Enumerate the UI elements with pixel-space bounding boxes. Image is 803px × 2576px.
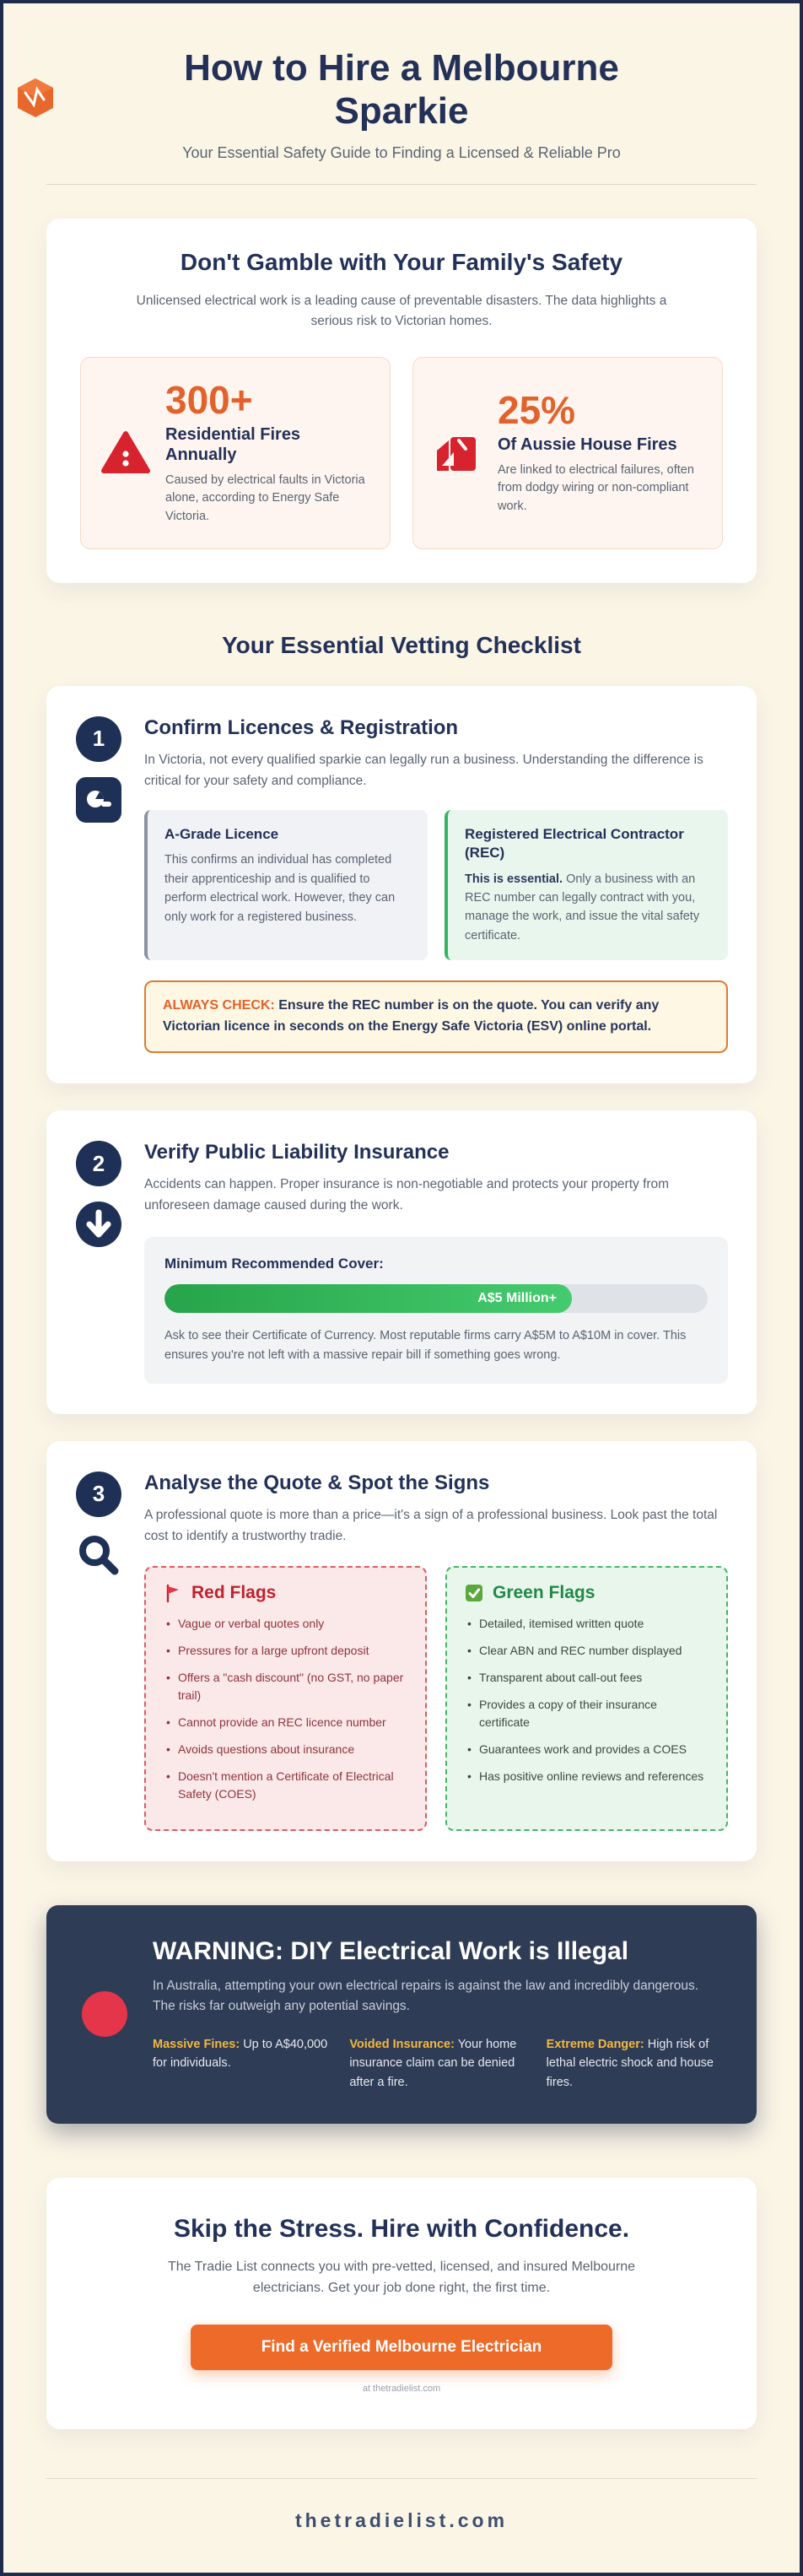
warning-points	[153, 2035, 721, 2092]
id-card-icon	[76, 777, 121, 823]
info-box-text: This is essential. Only a business with an REC number can legally contract with you, manage the work, and issue the vital safety certificate.	[465, 872, 700, 942]
stat-value: 25%	[498, 388, 576, 433]
info-box-title: Registered Electrical Contractor (REC)	[465, 826, 684, 861]
cover-note: Ask to see their Certificate of Currency. Most reputable firms carry A$5M to A$10M in cover. This ensures you're not left with a massive repair bill if something goes wrong.	[164, 1328, 687, 1362]
stat-description: Are linked to electrical failures, often from dodgy wiring or non-compliant work.	[498, 462, 694, 514]
warning-point-fines: Massive Fines: Up to A$40,000 for individuals.	[153, 2037, 328, 2071]
page-title: How to Hire a Melbourne Sparkie	[184, 47, 619, 132]
callout-label: ALWAYS CHECK:	[163, 998, 275, 1013]
diy-warning-section	[46, 1905, 757, 2124]
checklist-item-insurance	[46, 1110, 757, 1414]
checklist-item-description: In Victoria, not every qualified sparkie can legally run a business. Understanding the difference is critical for your safety and compliance.	[144, 752, 703, 788]
cover-box	[144, 1237, 728, 1384]
stat-card-residential-fires	[80, 357, 391, 549]
checklist-rail	[75, 1472, 122, 1831]
checklist-rail	[75, 716, 122, 1053]
cover-progress-fill	[164, 1284, 572, 1313]
warning-triangle-icon	[101, 429, 150, 478]
find-electrician-button[interactable]: Find a Verified Melbourne Electrician	[191, 2325, 612, 2370]
green-flags-heading: Green Flags	[464, 1583, 709, 1603]
danger-heading: Don't Gamble with Your Family's Safety	[180, 249, 623, 276]
green-flag-item: • Transparent about call-out fees	[464, 1669, 709, 1687]
footer-divider	[46, 2478, 757, 2479]
checklist-item-title: Verify Public Liability Insurance	[144, 1141, 450, 1164]
red-flag-item: • Avoids questions about insurance	[163, 1741, 408, 1758]
red-flag-item: • Doesn't mention a Certificate of Electrical Safety (COES)	[163, 1768, 408, 1803]
magnifier-icon	[76, 1532, 121, 1578]
checklist-item-description: A professional quote is more than a price—it's a sign of a professional business. Look past the total cost to identify a trustworthy tradie.	[144, 1507, 718, 1543]
warning-description: In Australia, attempting your own electrical repairs is against the law and incredibly dangerous. The risks far outweigh any potential savings.	[153, 1978, 699, 2013]
stat-value: 300+	[165, 378, 253, 423]
green-flag-item: • Guarantees work and provides a COES	[464, 1741, 709, 1758]
flags-row	[144, 1566, 728, 1831]
page-header	[3, 3, 800, 162]
green-flags-list	[464, 1615, 709, 1785]
cta-heading: Skip the Stress. Hire with Confidence.	[173, 2215, 630, 2244]
warning-point-insurance: Voided Insurance: Your home insurance claim can be denied after a fire.	[349, 2037, 517, 2089]
stat-card-house-fires	[412, 357, 723, 549]
red-flag-item: • Offers a "cash discount" (no GST, no paper trail)	[163, 1669, 408, 1704]
info-box-title: A-Grade Licence	[164, 826, 279, 843]
red-flags-list	[163, 1615, 408, 1803]
cover-label: Minimum Recommended Cover:	[164, 1255, 384, 1272]
cta-description: The Tradie List connects you with pre-vetted, licensed, and insured Melbourne electricians. Get your job done right, the first time.	[167, 2260, 636, 2295]
green-flags-box	[445, 1566, 728, 1831]
checklist-item-licences	[46, 686, 757, 1083]
red-flags-heading: Red Flags	[163, 1583, 408, 1603]
step-number-badge: 2	[76, 1141, 121, 1186]
cover-progress-label: A$5 Million+	[477, 1290, 557, 1305]
checklist-item-description: Accidents can happen. Proper insurance is non-negotiable and protects your property from unforeseen damage caused during the work.	[144, 1177, 670, 1212]
red-flags-box	[144, 1566, 427, 1831]
stat-label: Of Aussie House Fires	[498, 435, 677, 454]
checklist-item-quote	[46, 1441, 757, 1861]
house-fire-icon	[434, 429, 482, 478]
info-box-lead: This is essential.	[465, 872, 563, 886]
page-subtitle: Your Essential Safety Guide to Finding a Licensed & Reliable Pro	[182, 144, 621, 162]
step-number-badge: 1	[76, 716, 121, 762]
checklist-item-title: Analyse the Quote & Spot the Signs	[144, 1471, 490, 1494]
warning-point-danger: Extreme Danger: High risk of lethal electric shock and house fires.	[546, 2037, 714, 2089]
tradie-list-logo-icon	[13, 76, 57, 120]
green-flag-item: • Provides a copy of their insurance certificate	[464, 1696, 709, 1731]
licence-info-boxes	[144, 810, 728, 960]
rec-box	[445, 810, 728, 960]
danger-circle-icon	[82, 1991, 127, 2037]
green-flag-item: • Clear ABN and REC number displayed	[464, 1642, 709, 1660]
step-number-badge: 3	[76, 1472, 121, 1517]
green-flag-item: • Detailed, itemised written quote	[464, 1615, 709, 1633]
stat-label: Residential Fires Annually	[165, 424, 301, 464]
danger-section	[46, 219, 757, 583]
red-flag-item: • Cannot provide an REC licence number	[163, 1714, 408, 1731]
red-flag-item: • Vague or verbal quotes only	[163, 1615, 408, 1633]
footer-domain: thetradielist.com	[294, 2508, 509, 2531]
red-flag-icon	[163, 1583, 183, 1603]
checklist-rail	[75, 1141, 122, 1384]
danger-intro: Unlicensed electrical work is a leading cause of preventable disasters. The data highlights a serious risk to Victorian homes.	[136, 294, 667, 329]
stats-row	[80, 357, 723, 549]
down-arrow-icon	[76, 1202, 121, 1247]
always-check-callout: ALWAYS CHECK: Ensure the REC number is on the quote. You can verify any Victorian licence in seconds on the Energy Safe Victoria (ESV) online portal.	[144, 980, 728, 1053]
green-flag-item: • Has positive online reviews and references	[464, 1768, 709, 1785]
cover-progress-track	[164, 1284, 708, 1313]
warning-title: WARNING: DIY Electrical Work is Illegal	[153, 1936, 629, 1965]
header-divider	[46, 184, 757, 185]
red-flag-item: • Pressures for a large upfront deposit	[163, 1642, 408, 1660]
a-grade-licence-box	[144, 810, 428, 960]
stat-description: Caused by electrical faults in Victoria alone, according to Energy Safe Victoria.	[165, 473, 365, 524]
checklist-item-title: Confirm Licences & Registration	[144, 716, 459, 739]
checklist-heading: Your Essential Vetting Checklist	[222, 631, 581, 658]
info-box-text: This confirms an individual has completed their apprenticeship and is qualified to perform electrical work. However, they can only work for a registered business.	[164, 853, 396, 924]
green-check-icon	[464, 1583, 484, 1603]
cta-section	[46, 2178, 757, 2429]
cta-subtext: at thetradielist.com	[362, 2383, 441, 2394]
